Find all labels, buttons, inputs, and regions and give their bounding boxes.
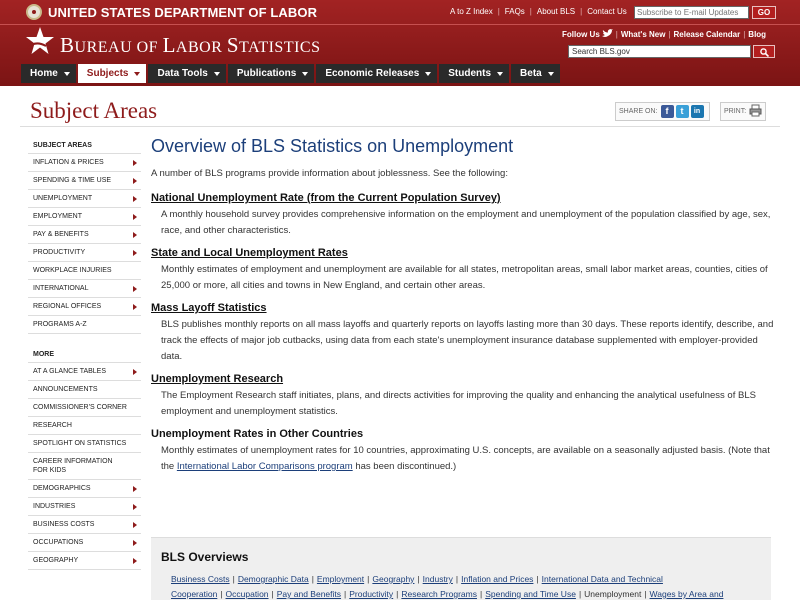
link-separator: | xyxy=(417,574,420,584)
sidebar-item-label: INDUSTRIES xyxy=(33,503,76,510)
sidebar-item-label: BUSINESS COSTS xyxy=(33,521,95,528)
sidebar-item[interactable] xyxy=(28,226,141,244)
follow-links: Follow Us | What's New | Release Calendar | Blog xyxy=(562,30,767,39)
title-rule xyxy=(20,126,780,127)
contact-us-link[interactable]: Contact Us xyxy=(587,7,627,16)
international-labor-comparisons-link[interactable]: International Labor Comparisons program xyxy=(176,461,353,472)
sidebar-item[interactable] xyxy=(28,480,141,498)
link-separator: | xyxy=(578,589,582,599)
sidebar-item-label: SPOTLIGHT ON STATISTICS xyxy=(33,440,127,447)
chevron-right-icon xyxy=(133,232,137,238)
sidebar-item[interactable] xyxy=(28,244,141,262)
print-box xyxy=(720,102,766,121)
section-description: Monthly estimates of employment and unemployment are available for all states, metropolitan areas, small labor market areas, counties, cities of 25,000 or more, all cities and towns in New England, and certain other areas. xyxy=(161,264,768,291)
sidebar-item-label: COMMISSIONER'S CORNER xyxy=(33,404,127,411)
overview-link[interactable]: Pay and Benefits xyxy=(276,589,342,599)
sidebar-item[interactable] xyxy=(28,516,141,534)
sidebar-item[interactable] xyxy=(28,417,141,435)
nav-subjects[interactable]: Subjects xyxy=(78,64,147,83)
nav-publications[interactable]: Publications xyxy=(228,64,314,83)
printer-icon[interactable] xyxy=(749,102,762,121)
sidebar-heading-more: MORE xyxy=(28,346,141,363)
sidebar-item-label: INTERNATIONAL xyxy=(33,285,89,292)
link-separator: | xyxy=(479,589,483,599)
caret-down-icon xyxy=(214,72,220,76)
sidebar-item-label: PRODUCTIVITY xyxy=(33,249,86,256)
chevron-right-icon xyxy=(133,286,137,292)
a-to-z-link[interactable]: A to Z Index xyxy=(450,7,493,16)
sidebar-item-label: WORKPLACE INJURIES xyxy=(33,267,112,274)
sidebar-item-label: REGIONAL OFFICES xyxy=(33,303,102,310)
sidebar-item[interactable] xyxy=(28,280,141,298)
nav-beta[interactable]: Beta xyxy=(511,64,560,83)
overview-link[interactable]: Industry xyxy=(422,574,453,584)
overview-link[interactable]: Demographic Data xyxy=(237,574,309,584)
overviews-title: BLS Overviews xyxy=(161,550,249,564)
nav-home[interactable]: Home xyxy=(21,64,76,83)
caret-down-icon xyxy=(548,72,554,76)
bls-title[interactable]: BUREAU OF LABOR STATISTICS xyxy=(60,33,321,57)
sidebar xyxy=(28,137,141,570)
other-countries-heading: Unemployment Rates in Other Countries xyxy=(151,428,364,440)
header-divider xyxy=(0,24,800,25)
overview-link[interactable]: Geography xyxy=(372,574,415,584)
link-separator: | xyxy=(455,574,459,584)
sidebar-item[interactable] xyxy=(28,534,141,552)
link-separator: | xyxy=(396,589,399,599)
sidebar-item-label: ANNOUNCEMENTS xyxy=(33,386,98,393)
sidebar-item-label: UNEMPLOYMENT xyxy=(33,195,93,202)
chevron-right-icon xyxy=(133,558,137,564)
caret-down-icon xyxy=(134,72,140,76)
dol-seal-icon[interactable] xyxy=(26,4,42,20)
link-separator: | xyxy=(220,589,223,599)
sidebar-item[interactable] xyxy=(28,552,141,570)
link-separator: | xyxy=(232,574,235,584)
bls-overviews xyxy=(151,537,771,600)
sidebar-item-label: EMPLOYMENT xyxy=(33,213,83,220)
sidebar-item[interactable] xyxy=(28,453,141,480)
site-header xyxy=(0,0,800,86)
release-calendar-link[interactable]: Release Calendar xyxy=(673,30,741,39)
link-separator: | xyxy=(367,574,370,584)
chevron-right-icon xyxy=(133,178,137,184)
share-box xyxy=(615,102,710,121)
linkedin-icon[interactable]: in xyxy=(691,105,704,118)
link-separator: | xyxy=(311,574,314,584)
bls-star-logo-icon[interactable] xyxy=(26,26,54,56)
overview-link[interactable]: Productivity xyxy=(349,589,394,599)
chevron-right-icon xyxy=(133,522,137,528)
sidebar-item-label: AT A GLANCE TABLES xyxy=(33,368,107,375)
main-nav xyxy=(21,64,562,83)
about-bls-link[interactable]: About BLS xyxy=(536,7,576,16)
sidebar-item[interactable] xyxy=(28,262,141,280)
main-content xyxy=(151,136,776,483)
sidebar-item[interactable] xyxy=(28,190,141,208)
overview-link[interactable]: Wages by Area and xyxy=(649,589,724,599)
overview-link[interactable]: Spending and Time Use xyxy=(485,589,576,599)
search-input[interactable] xyxy=(568,45,751,58)
main-title: Overview of BLS Statistics on Unemployment xyxy=(151,136,514,156)
link-separator: | xyxy=(644,589,647,599)
chevron-right-icon xyxy=(133,214,137,220)
sidebar-item[interactable] xyxy=(28,498,141,516)
caret-down-icon xyxy=(64,72,70,76)
chevron-right-icon xyxy=(133,540,137,546)
national-unemployment-link[interactable]: National Unemployment Rate (from the Current Population Survey) xyxy=(151,192,501,204)
go-button[interactable]: GO xyxy=(752,6,776,19)
page-title: Subject Areas xyxy=(30,98,158,123)
chevron-right-icon xyxy=(133,250,137,256)
sidebar-item-label: DEMOGRAPHICS xyxy=(33,485,91,492)
twitter-bird-icon xyxy=(602,29,613,38)
print-label: PRINT: xyxy=(724,108,747,115)
nav-data-tools[interactable]: Data Tools xyxy=(148,64,225,83)
sidebar-item[interactable] xyxy=(28,381,141,399)
sidebar-item[interactable] xyxy=(28,435,141,453)
link-separator: | xyxy=(271,589,274,599)
search-button[interactable] xyxy=(753,45,775,58)
whats-new-link[interactable]: What's New xyxy=(620,30,666,39)
overview-link[interactable]: Research Programs xyxy=(401,589,477,599)
sidebar-item-label: OCCUPATIONS xyxy=(33,539,84,546)
faqs-link[interactable]: FAQs xyxy=(504,7,525,16)
sidebar-item-label: CAREER INFORMATION FOR KIDS xyxy=(33,458,113,474)
chevron-right-icon xyxy=(133,196,137,202)
section-description: Monthly estimates of unemployment rates for 10 countries, approximating U.S. concepts, are available on a seasonally adjusted basis. (Note that the International Labor Comparisons program has been discontinued.) xyxy=(161,445,770,472)
overview-link[interactable]: Inflation and Prices xyxy=(461,574,534,584)
sidebar-item-label: INFLATION & PRICES xyxy=(33,159,104,166)
chevron-right-icon xyxy=(133,504,137,510)
sidebar-item[interactable] xyxy=(28,363,141,381)
overview-link[interactable]: International Data and Technical Cooperation xyxy=(171,574,663,599)
sidebar-item-label: PROGRAMS A-Z xyxy=(33,321,87,328)
sidebar-heading-subject-areas: SUBJECT AREAS xyxy=(28,137,141,154)
sidebar-item-label: PAY & BENEFITS xyxy=(33,231,89,238)
dol-title[interactable]: UNITED STATES DEPARTMENT OF LABOR xyxy=(48,5,318,20)
chevron-right-icon xyxy=(133,304,137,310)
email-subscribe-input[interactable] xyxy=(634,6,749,19)
caret-down-icon xyxy=(302,72,308,76)
state-local-unemployment-link[interactable]: State and Local Unemployment Rates xyxy=(151,247,348,259)
chevron-right-icon xyxy=(133,160,137,166)
intro-text: A number of BLS programs provide information about joblessness. See the following: xyxy=(151,168,508,179)
sidebar-item[interactable] xyxy=(28,399,141,417)
caret-down-icon xyxy=(425,72,431,76)
nav-students[interactable]: Students xyxy=(439,64,509,83)
overview-link[interactable]: Occupation xyxy=(225,589,269,599)
unemployment-research-link[interactable]: Unemployment Research xyxy=(151,373,284,385)
facebook-icon[interactable]: f xyxy=(661,105,674,118)
share-label: SHARE ON: xyxy=(619,108,658,115)
sidebar-gap xyxy=(28,334,141,346)
top-links: A to Z Index | FAQs | About BLS | Contact Us xyxy=(450,7,627,16)
section-description: A monthly household survey provides comprehensive information on the employment and unemployment of the population classified by age, sex, race, and other characteristics. xyxy=(161,209,771,236)
sidebar-item[interactable] xyxy=(28,298,141,316)
link-separator: | xyxy=(536,574,539,584)
overview-link[interactable]: Business Costs xyxy=(171,574,230,584)
sidebar-item-label: GEOGRAPHY xyxy=(33,557,79,564)
overview-link: Unemployment xyxy=(584,589,642,599)
sidebar-item[interactable] xyxy=(28,154,141,172)
sidebar-item[interactable] xyxy=(28,316,141,334)
twitter-icon[interactable]: t xyxy=(676,105,689,118)
sidebar-item-label: SPENDING & TIME USE xyxy=(33,177,112,184)
caret-down-icon xyxy=(497,72,503,76)
overviews-links xyxy=(161,572,761,600)
blog-link[interactable]: Blog xyxy=(748,30,767,39)
sidebar-item[interactable] xyxy=(28,208,141,226)
follow-us-link[interactable]: Follow Us xyxy=(562,30,613,39)
section-description: The Employment Research staff initiates, plans, and directs activities for improving the quality and enhancing the analytical usefulness of BLS employment and unemployment statistics. xyxy=(161,390,756,417)
sidebar-item-label: RESEARCH xyxy=(33,422,72,429)
search-icon xyxy=(760,48,769,57)
mass-layoff-statistics-link[interactable]: Mass Layoff Statistics xyxy=(151,302,267,314)
link-separator: | xyxy=(344,589,347,599)
nav-economic-releases[interactable]: Economic Releases xyxy=(316,64,437,83)
chevron-right-icon xyxy=(133,486,137,492)
section-description: BLS publishes monthly reports on all mass layoffs and quarterly reports on layoffs lasting more than 30 days. These reports identify, describe, and track the effects of major job cutbacks, using data from each state's unemployment insurance database supplemented with employer-provided data. xyxy=(161,319,774,362)
overview-link[interactable]: Employment xyxy=(316,574,365,584)
sidebar-item[interactable] xyxy=(28,172,141,190)
chevron-right-icon xyxy=(133,369,137,375)
